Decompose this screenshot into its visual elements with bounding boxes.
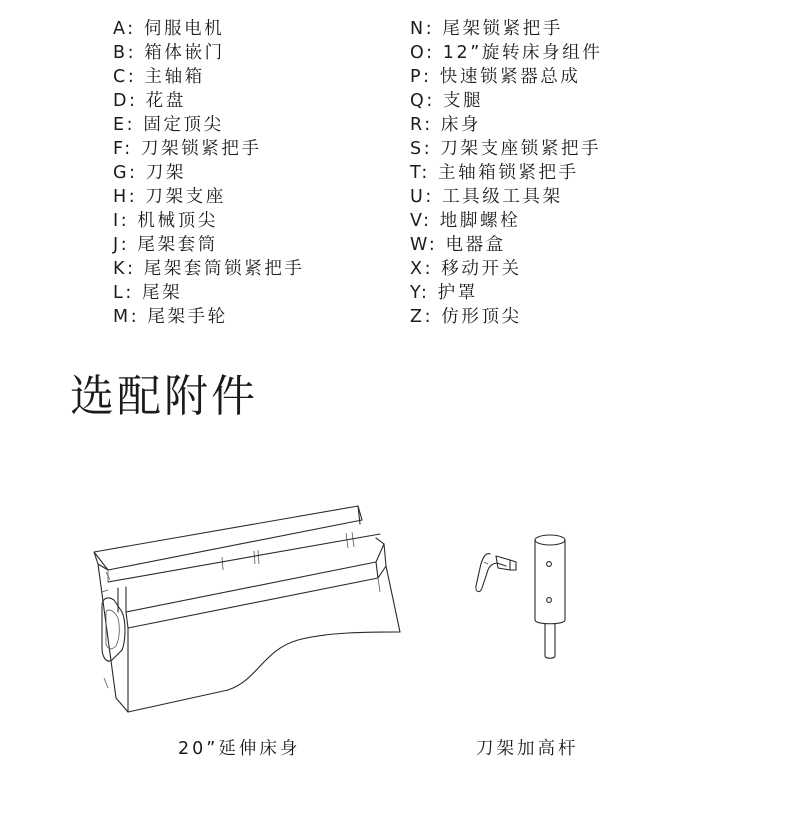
part-item-v: V: 地脚螺栓 xyxy=(410,211,521,231)
parts-list-right xyxy=(410,17,602,329)
part-item-m: M: 尾架手轮 xyxy=(113,307,228,327)
part-item-h: H: 刀架支座 xyxy=(113,187,226,207)
part-item-u: U: 工具级工具架 xyxy=(410,187,563,207)
part-item-f: F: 刀架锁紧把手 xyxy=(113,139,262,159)
bed-extension-figure xyxy=(88,500,408,730)
part-item-c: C: 主轴箱 xyxy=(113,67,205,87)
part-item-i: I: 机械顶尖 xyxy=(113,211,218,231)
part-item-w: W: 电器盒 xyxy=(410,235,506,255)
tool-rest-extension-drawing-icon xyxy=(466,528,576,663)
part-item-n: N: 尾架锁紧把手 xyxy=(410,19,563,39)
part-item-t: T: 主轴箱锁紧把手 xyxy=(410,163,579,183)
accessory-caption-bed-extension: 20”延伸床身 xyxy=(178,739,301,759)
part-item-d: D: 花盘 xyxy=(113,91,186,111)
part-item-e: E: 固定顶尖 xyxy=(113,115,224,135)
part-item-g: G: 刀架 xyxy=(113,163,187,183)
part-item-p: P: 快速锁紧器总成 xyxy=(410,67,581,87)
part-item-r: R: 床身 xyxy=(410,115,482,135)
bed-extension-drawing-icon xyxy=(88,500,408,730)
part-item-j: J: 尾架套筒 xyxy=(113,235,218,255)
accessory-caption-tool-rest-extension: 刀架加高杆 xyxy=(476,739,579,759)
part-item-x: X: 移动开关 xyxy=(410,259,522,279)
part-item-a: A: 伺服电机 xyxy=(113,19,225,39)
part-item-q: Q: 支腿 xyxy=(410,91,484,111)
parts-list-left xyxy=(113,17,305,329)
part-item-b: B: 箱体嵌门 xyxy=(113,43,225,63)
tool-rest-extension-figure xyxy=(466,528,576,663)
part-item-k: K: 尾架套筒锁紧把手 xyxy=(113,259,305,279)
part-item-o: O: 12”旋转床身组件 xyxy=(410,43,603,63)
part-item-l: L: 尾架 xyxy=(113,283,183,303)
part-item-y: Y: 护罩 xyxy=(410,283,478,303)
part-item-z: Z: 仿形顶尖 xyxy=(410,307,522,327)
part-item-s: S: 刀架支座锁紧把手 xyxy=(410,139,602,159)
section-title: 选配附件 xyxy=(70,371,258,422)
